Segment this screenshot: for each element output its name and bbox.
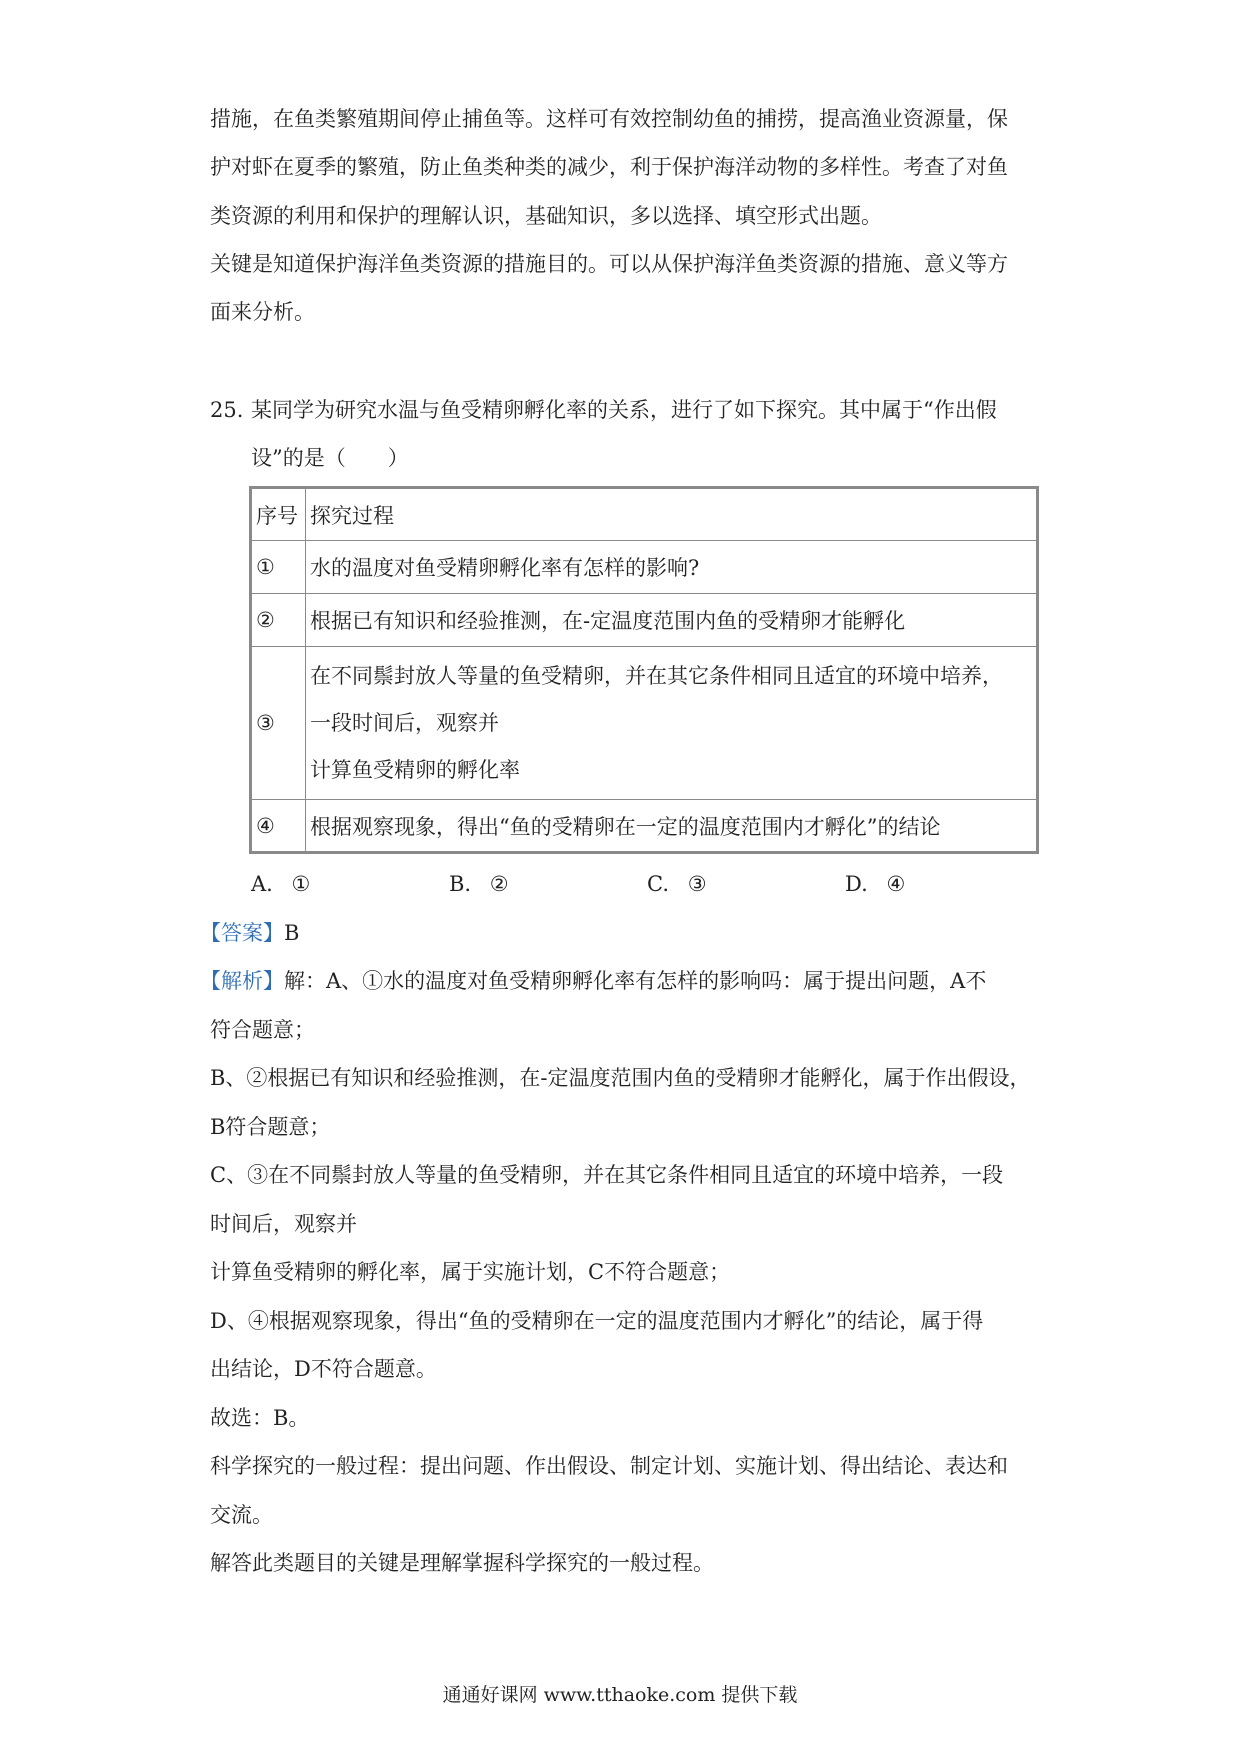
table-row-text-line: 计算鱼受精卵的孵化率 [310,757,520,782]
analysis-line: 故选：B。 [210,1406,310,1430]
analysis-line: 科学探究的一般过程：提出问题、作出假设、制定计划、实施计划、得出结论、表达和 [210,1454,1008,1478]
option-letter: C. [647,872,669,896]
option-value: ③ [687,872,707,896]
table-row-text: 根据观察现象，得出“鱼的受精卵在一定的温度范围内才孵化”的结论 [306,800,1038,853]
option-d [845,869,905,899]
analysis-text: 解：A、①水的温度对鱼受精卵孵化率有怎样的影响吗：属于提出问题，A不 [284,969,987,993]
intro-line: 护对虾在夏季的繁殖，防止鱼类种类的减少，利于保护海洋动物的多样性。考查了对鱼 [210,155,1008,179]
table-header-cell: 探究过程 [306,488,1038,541]
analysis-line: 时间后，观察并 [210,1212,357,1236]
option-letter: B. [449,872,472,896]
table-row-text: 水的温度对鱼受精卵孵化率有怎样的影响? [306,541,1038,594]
option-value: ② [489,872,509,896]
analysis-line: 交流。 [210,1503,273,1527]
table-row-id: ② [251,594,306,647]
intro-line: 措施，在鱼类繁殖期间停止捕鱼等。这样可有效控制幼鱼的捕捞，提高渔业资源量，保 [210,107,1008,131]
analysis-line: B、②根据已有知识和经验推测，在-定温度范围内鱼的受精卵才能孵化，属于作出假设， [210,1066,1031,1090]
table-row-text-line: 一段时间后，观察并 [310,710,499,735]
option-a [251,869,310,899]
analysis-first-line [200,966,986,996]
table-row-id: ④ [251,800,306,853]
table-row-text [306,647,1038,800]
option-letter: A. [251,872,273,896]
analysis-line: D、④根据观察现象，得出“鱼的受精卵在一定的温度范围内才孵化”的结论，属于得 [210,1309,984,1333]
option-value: ① [291,872,311,896]
intro-line: 面来分析。 [210,300,315,324]
option-value: ④ [886,872,906,896]
analysis-line: B符合题意； [210,1115,331,1139]
table-row [251,541,1038,594]
analysis-line: 计算鱼受精卵的孵化率，属于实施计划，C不符合题意； [210,1260,731,1284]
table-row-id: ① [251,541,306,594]
analysis-line: 符合题意； [210,1018,315,1042]
question-text: 设”的是（ ） [251,446,409,470]
option-b [449,869,509,899]
table-row [251,594,1038,647]
intro-line: 关键是知道保护海洋鱼类资源的措施目的。可以从保护海洋鱼类资源的措施、意义等方 [210,252,1008,276]
question-text: 某同学为研究水温与鱼受精卵孵化率的关系，进行了如下探究。其中属于“作出假 [251,398,997,422]
table-row-text-line: 在不同鬃封放人等量的鱼受精卵，并在其它条件相同且适宜的环境中培养， [310,663,1003,688]
table-row-id: ③ [251,647,306,800]
page-footer: 通通好课网 www.tthaoke.com 提供下载 [442,1684,798,1706]
option-letter: D. [845,872,868,896]
answer-line [200,918,299,948]
answer-value: B [284,921,300,945]
analysis-tag: 【解析】 [200,969,284,993]
table-row [251,800,1038,853]
analysis-line: 解答此类题目的关键是理解掌握科学探究的一般过程。 [210,1551,714,1575]
answer-tag: 【答案】 [200,921,284,945]
table-header-row [251,488,1038,541]
table-row-text: 根据已有知识和经验推测，在-定温度范围内鱼的受精卵才能孵化 [306,594,1038,647]
analysis-line: 出结论，D不符合题意。 [210,1357,437,1381]
intro-line: 类资源的利用和保护的理解认识，基础知识，多以选择、填空形式出题。 [210,204,882,228]
table-header-cell: 序号 [251,488,306,541]
question-number: 25. [210,398,244,422]
option-c [647,869,707,899]
procedure-table [249,486,1039,854]
table-row [251,647,1038,800]
analysis-line: C、③在不同鬃封放人等量的鱼受精卵，并在其它条件相同且适宜的环境中培养，一段 [210,1163,1004,1187]
